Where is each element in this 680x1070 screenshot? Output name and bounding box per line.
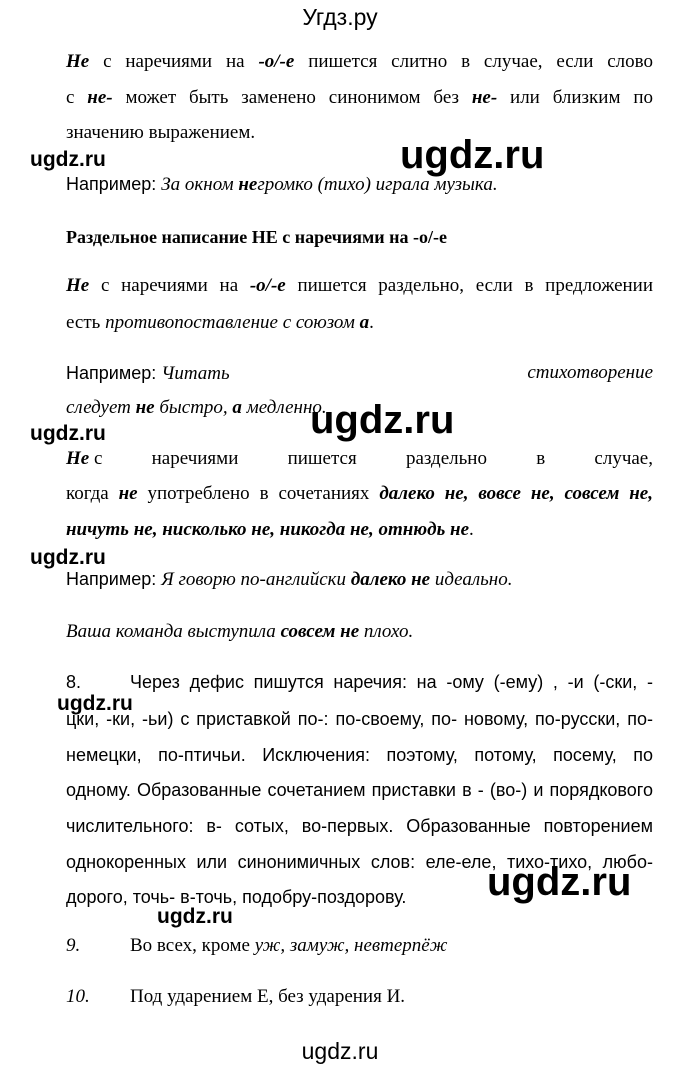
example-2-line2: следует не быстро, а медленно. [66,397,327,418]
item-8-line4: одному. Образованные сочетанием приставки в - (во-) и порядкового [66,780,653,800]
example-2-line1: Например: Читать [66,363,230,384]
section-heading: Раздельное написание НЕ с наречиями на -о/-е [66,227,447,247]
item-8-line1: Через дефис пишутся наречия: на -ому (-ему) , -и (-ски, - [130,672,653,692]
item-8-line2: цки, -ки, -ьи) с приставкой по-: по-своему, по- новому, по-русски, по- [66,709,653,729]
watermark: ugdz.ru [400,133,545,177]
item-9-number: 9. [66,935,81,956]
example-2-word: стихотворение [527,362,653,383]
p3-line2: когда не употреблено в сочетаниях далеко не, вовсе не, совсем не, [66,483,653,504]
page-footer: ugdz.ru [301,1038,379,1064]
p2-line1: Не с наречиями на -о/-е пишется раздельно, если в предложении [66,275,654,296]
p1-line2: с не- может быть заменено синонимом без не- или близким по [66,87,653,108]
p3-line3: ничуть не, нисколько не, никогда не, отнюдь не. [66,519,474,540]
p1-line1: Не с наречиями на -о/-е пишется слитно в случае, если слово [66,51,654,72]
p2-line2: есть противопоставление с союзом а. [66,312,374,333]
p1-line3: значению выражением. [66,122,256,143]
example-1: Например: За окном негромко (тихо) играла музыка. [66,174,498,195]
p3-line1: Не с наречиями пишется раздельно в случае, [66,448,653,469]
watermark: ugdz.ru [487,860,632,904]
item-8-line5: числительного: в- сотых, во-первых. Образованные повторением [66,816,653,836]
watermark: ugdz.ru [157,905,233,928]
item-8-line7: дорого, точь- в-точь, подобру-поздорову. [66,887,407,907]
watermark: ugdz.ru [30,422,106,445]
watermark: ugdz.ru [310,398,455,442]
ne-bold: Не [66,51,90,72]
item-8-line6: однокоренных или синонимичных слов: еле-еле, тихо-тихо, любо- [66,852,653,872]
item-10-number: 10. [66,986,90,1007]
page-header: Угдз.ру [302,4,378,30]
item-9-text: Во всех, кроме уж, замуж, невтерпёж [130,935,448,956]
item-10-text: Под ударением Е, без ударения И. [130,986,406,1007]
example-3: Например: Я говорю по-английски далеко не идеально. [66,569,513,590]
example-4: Ваша команда выступила совсем не плохо. [66,621,414,642]
watermark: ugdz.ru [30,148,106,171]
watermark: ugdz.ru [30,546,106,569]
watermark: ugdz.ru [57,692,133,715]
item-8-number: 8. [66,672,82,692]
item-8-line3: немецки, по-птичьи. Исключения: поэтому, потому, посему, по [66,745,653,765]
